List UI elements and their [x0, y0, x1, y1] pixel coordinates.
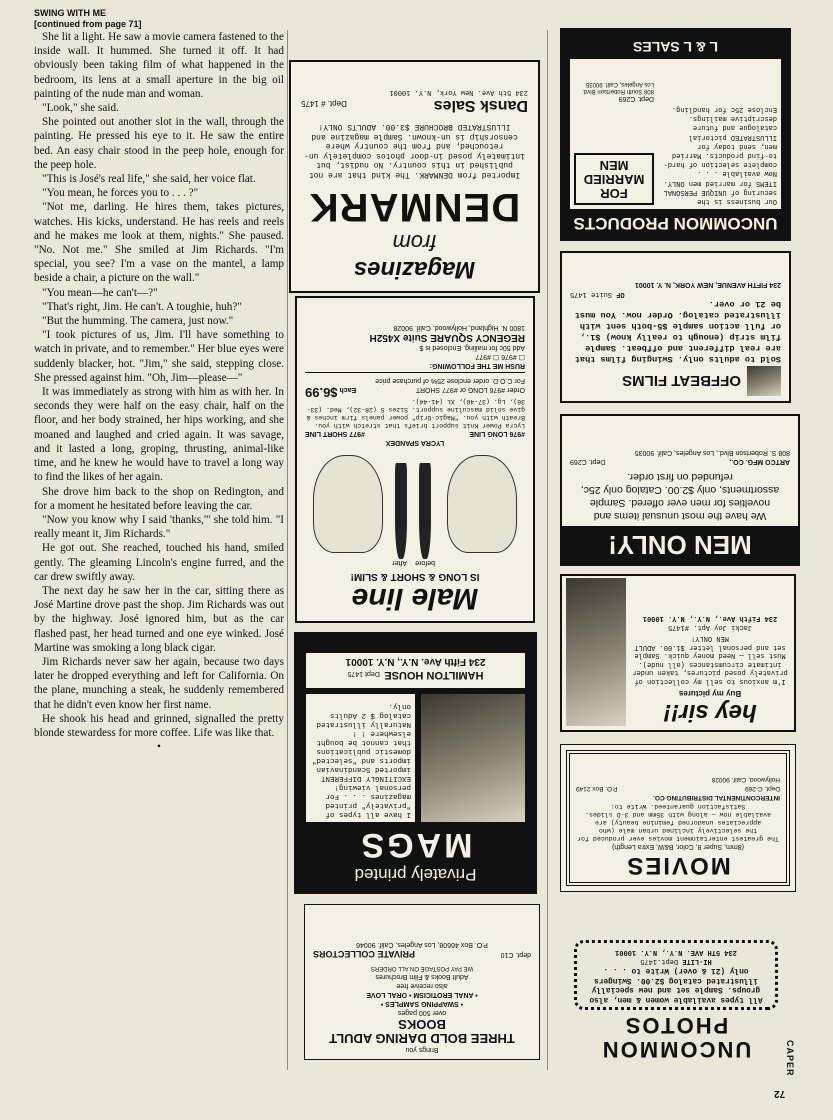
maleline-tagline: IS LONG & SHORT & SLIM! [350, 571, 480, 582]
maleline-title: Male line [351, 582, 479, 615]
uncommon-badge: FOR MARRIED MEN [574, 153, 654, 205]
mags-body: I have all types of "privately" printed magazines . . . For personal viewing! EXCITINGLY DIFFERENT imported Scandinavian imports and "selected" domestic publications that cannot be bought elsewhere ! ! Naturally illustrated catalog $ 2 Adults only. [306, 694, 415, 822]
story-column [34, 8, 284, 754]
uncommon-dept: Dept. C269 [618, 95, 654, 102]
denmark-title-3: DENMARK [308, 185, 521, 229]
ad-offbeat-films [560, 251, 791, 403]
movies-dept: Dept. C-269 [744, 785, 780, 792]
uncommon-title: UNCOMMON PRODUCTS [573, 214, 778, 233]
maleline-mailing: Add 50c for mailing. Enclosed is $ [419, 344, 525, 351]
denmark-body: Imported from DENMARK. The kind that are not published in this country. No nudist, but intimately posed in-door photos completely un-retouched, and from the country where censorship is un-known. Sample magazine and ILLUSTRATED BROCHURE $3.00. ADULTS ONLY! [304, 122, 525, 179]
ad-hey-sir [560, 574, 796, 732]
photos-title-2: PHOTOS [623, 1013, 729, 1038]
checkbox-976[interactable]: ☐ [518, 353, 525, 360]
story-paragraph: Jim Richards never saw her again, because two days later he dropped everything and left for California. On the plane, munching a steak, he suddenly remembered that he didn't even know her first name. [34, 655, 284, 711]
maleline-body: Lycra Power Knit support briefs that stretch with you. Breath with you. "Magic-Grip" power panels firm inches & give solid masculine support. Sizes S (28-32), Med. (33-36), Lg. (37-40), XL (41-44). [306, 398, 525, 429]
photos-dept: Dept.1475 [640, 956, 679, 965]
heysir-body: I'm anxious to sell my collection of privately posed pictures, taken under intimate circumstances (all nude). Must sell — Need money quick. Sample set and personal letter $1.00. ADULT MEN ONLY! [632, 634, 788, 685]
books-headline: THREE BOLD DARING ADULT BOOKS [329, 1017, 515, 1046]
denmark-title-1: Magazines [353, 256, 476, 283]
menonly-company: ARTCO MFG. CO., [729, 458, 790, 465]
story-body [34, 30, 284, 740]
mags-dept: Dept 1475 [347, 670, 380, 677]
uncommon-company: L & L SALES [632, 39, 719, 55]
story-paragraph: "You mean, he forces you to . . . ?" [42, 187, 199, 200]
offbeat-body: Sold to adults only. Swinging films that are real different and offbeat. Sample film strip (enough to really know) $1., or full action sample $5-both sent with illustrated catalog. Order now. You must be 21 or over. [574, 299, 781, 364]
ad-adult-books [304, 904, 540, 1060]
figure-before [419, 463, 431, 559]
maleline-address: 1800 N. Highland, Hollywood, Calif. 90028 [393, 324, 525, 331]
ad-movies [560, 744, 796, 892]
books-postage: WE PAY POSTAGE ON ALL ORDERS [370, 965, 474, 971]
movies-box: P.O. Box 2149 [576, 785, 618, 792]
books-brochures: Adult Books & Film Brochures [375, 973, 469, 980]
side-label: CAPER [785, 1040, 795, 1077]
movies-company: INTERCONTINENTAL DISTRIBUTING CO. [653, 794, 780, 801]
maleline-coupon [305, 323, 525, 373]
maleline-order: Order #976 LONG or #977 SHORT [415, 386, 525, 393]
maleline-opt2: #977 [475, 353, 491, 360]
menonly-dept: Dept. C269 [570, 458, 606, 465]
books-company: PRIVATE COLLECTORS [313, 949, 416, 959]
offbeat-photo [747, 366, 781, 396]
story-paragraph: She lit a light. He saw a movie camera fastened to the inside wall. It hummed. She turned it off. It had obviously been taking film of what happened in the bedroom, its lens at a small aperture in the big oil painting of the nude man and woman. [34, 31, 284, 100]
label-before: before [415, 559, 435, 566]
photos-title-1: UNCOMMON [600, 1037, 752, 1062]
movies-title: MOVIES [625, 852, 731, 879]
denmark-title-2: from [392, 230, 437, 255]
mags-title-2: MAGS [358, 826, 473, 864]
column-rule [547, 30, 548, 1070]
movies-address: Hollywood, Calif. 90028 [711, 776, 780, 783]
photos-address: 234 5TH AVE. N.Y., N.Y. 10001 [615, 947, 737, 956]
story-paragraph: It was immediately as strong with him as with her. In seconds they were half on the easy chair, half on the floor, and her body strained, her hips working, and she moaned and laughed and cried again. It was savage, and it lasted a long, groping, thrusting, animal-like time, and he knew he would have to travel a long way to find the likes of her again. [34, 386, 284, 484]
offbeat-company: OF [616, 290, 625, 298]
checkbox-977[interactable]: ☐ [492, 353, 500, 360]
story-paragraph: "You mean—he can't—?" [42, 286, 158, 299]
uncommon-body: Our business is the securing of UNIQUE PERSONAL ITEMS for married men ONLY. Now available . . . complete selection of hard-to-find products. Married men, send today for ILLUSTRATED pictorial catalogue and future descriptive mailings. Enclose 25c for handling. [663, 104, 777, 205]
mags-title-1: Privately printed [354, 865, 477, 884]
denmark-address: 234 5th Ave. New York, N.Y. 10001 [389, 88, 528, 96]
story-paragraph: "Not me, darling. He hires them, takes pictures, watches. His kicks, understand. He has reels and reels and he makes me look at them, nights." She paused. "No. Not me." She smiled at Jim Richards. "I'm special, you see? I'm a vase on the mantel, a lamp beside a chair, a picture on the wall." [34, 201, 284, 285]
story-paragraph: "That's right, Jim. He can't. A toughie, huh?" [42, 300, 242, 313]
maleline-cod: For C.O.D. order enclose 25% of purchase price [375, 377, 525, 384]
story-paragraph: He got out. She reached, touched his hand, smiled gently. The gleaming Lincoln's engine furred, and the car drew swiftly away. [34, 542, 284, 583]
story-paragraph: "But the humming. The camera, just now." [42, 315, 234, 328]
photos-body: All types available women & men, also groups. Sample set and new specially illustrated catalog $2.00. Swingers only (21 & over) Write to . . . [589, 966, 763, 1003]
running-head: SWING WITH ME [34, 8, 106, 18]
books-b1: • SWAPPING SAMPLES • [380, 1000, 464, 1007]
brief-long-drawing [447, 455, 517, 553]
maleline-price: $6.99 [305, 385, 338, 400]
books-b2: • ANAL EROTICISM • ORAL LOVE [366, 991, 478, 998]
heysir-apt: Apt. #1475 [667, 623, 710, 632]
uncommon-address: 808 South Robertson Blvd. Los Angeles, Calif. 90035 [582, 81, 654, 94]
mags-photo [421, 694, 525, 822]
maleline-illustration [305, 447, 525, 567]
maleline-long: #976 LONG LINE [469, 430, 525, 437]
ad-privately-printed-mags [294, 632, 537, 894]
menonly-title: MEN ONLY! [562, 526, 798, 564]
books-bring: Brings you [405, 1046, 439, 1053]
ad-magazines-denmark [289, 60, 540, 293]
brief-short-drawing [313, 455, 383, 553]
movies-body: The greatest entertainment movies ever produced for the selectively inclined urban male (who appreciates unadorned feminine beauty) are available now — along with 35mm and 3-D slides. Satisfaction guaranteed. Write to: [577, 803, 779, 842]
heysir-title: hey sir!! [663, 699, 757, 726]
books-pages: over 500 pages [397, 1009, 447, 1016]
offbeat-address: 234 FIFTH AVENUE, NEW YORK, N. Y. 10001 [634, 281, 781, 288]
continued-line: [continued from page 71] [34, 19, 142, 29]
heysir-address: 234 Fifth Ave., N.Y., N.Y. 10001 [642, 614, 778, 623]
maleline-rush: RUSH ME THE FOLLOWING: [429, 362, 525, 369]
photos-company: HI-LITE [682, 956, 712, 965]
heysir-sub: Buy my pictures [678, 689, 742, 698]
story-paragraph: The next day he saw her in the car, sitting there as José Martine drove past the shop. Jim Richards was out by the highway. José ignored him, but as the car flashed past, her head turned and one eye winked. José Martine was smoking a long black cigar. [34, 584, 284, 654]
maleline-company: REGENCY SQUARE Suite X452H [369, 332, 525, 343]
story-paragraph: "This is José's real life," she said, her voice flat. [42, 173, 256, 186]
mags-company: HAMILTON HOUSE [384, 669, 484, 681]
offbeat-title: OFFBEAT FILMS [622, 372, 741, 390]
story-paragraph: He shook his head and grinned, signalled the pretty blonde stewardess for more coffee. Life was like that. [34, 712, 284, 739]
maleline-price-label: Each [339, 386, 357, 393]
heysir-photo [566, 578, 626, 726]
story-paragraph: "Now you know why I said 'thanks,'" she told him. "I really meant it, Jim Richards." [34, 513, 284, 541]
ad-uncommon-products [560, 28, 791, 241]
books-address: P.O. Box 46608, Los Angeles, Calif. 90046 [356, 941, 488, 948]
ad-uncommon-photos [570, 905, 782, 1065]
maleline-opt1: #976 [501, 353, 517, 360]
figure-after [395, 463, 407, 559]
heysir-company: Jacki Joy [714, 623, 753, 632]
movies-formats: (8mm, Super 8, Color, B&W, Extra Length) [612, 843, 744, 850]
column-rule [287, 30, 288, 1070]
story-paragraph: She pointed out another slot in the wall, through the painting. He pressed his eye to it. He saw the entire bed. An easy chair stood in the peep hole, enough for the peep hole. [34, 116, 284, 171]
books-free: also receive free [396, 982, 448, 989]
maleline-short: #977 SHORT LINE [305, 430, 365, 437]
books-dept: dept. C10 [500, 951, 531, 958]
ad-male-line [295, 296, 535, 623]
offbeat-suite: Suite 1475 [570, 290, 613, 298]
story-paragraph: She drove him back to the shop on Redington, and for a moment he hesitated before leaving the car. [34, 485, 284, 512]
label-after: After [392, 559, 407, 566]
menonly-body: We have the most unusual items and novelties for men ever offered. Sample assortments, only $2.00. Catalog only 25c, refunded on first order. [580, 471, 780, 522]
denmark-dept: Dept. # 1475 [301, 99, 347, 108]
ad-men-only [560, 414, 800, 566]
mags-address: 234 Fifth Ave. N.Y., N.Y. 10001 [345, 656, 486, 667]
page-number: 72 [774, 1088, 786, 1099]
story-paragraph: "I took pictures of us, Jim. I'll have something to watch in private, and to remember." Her blue eyes were suddenly blacker, hot. "Jim," she said, stepping close. She pressed against him. "Oh, Jim—please—" [34, 329, 284, 384]
end-mark: • [157, 741, 161, 754]
maleline-lycra: LYCRA SPANDEX [385, 439, 445, 446]
story-paragraph: "Look," she said. [42, 102, 119, 115]
denmark-company: Dansk Sales [433, 97, 528, 114]
menonly-address: 808 S. Robertson Blvd., Los Angeles, Calif. 90035 [634, 449, 790, 456]
